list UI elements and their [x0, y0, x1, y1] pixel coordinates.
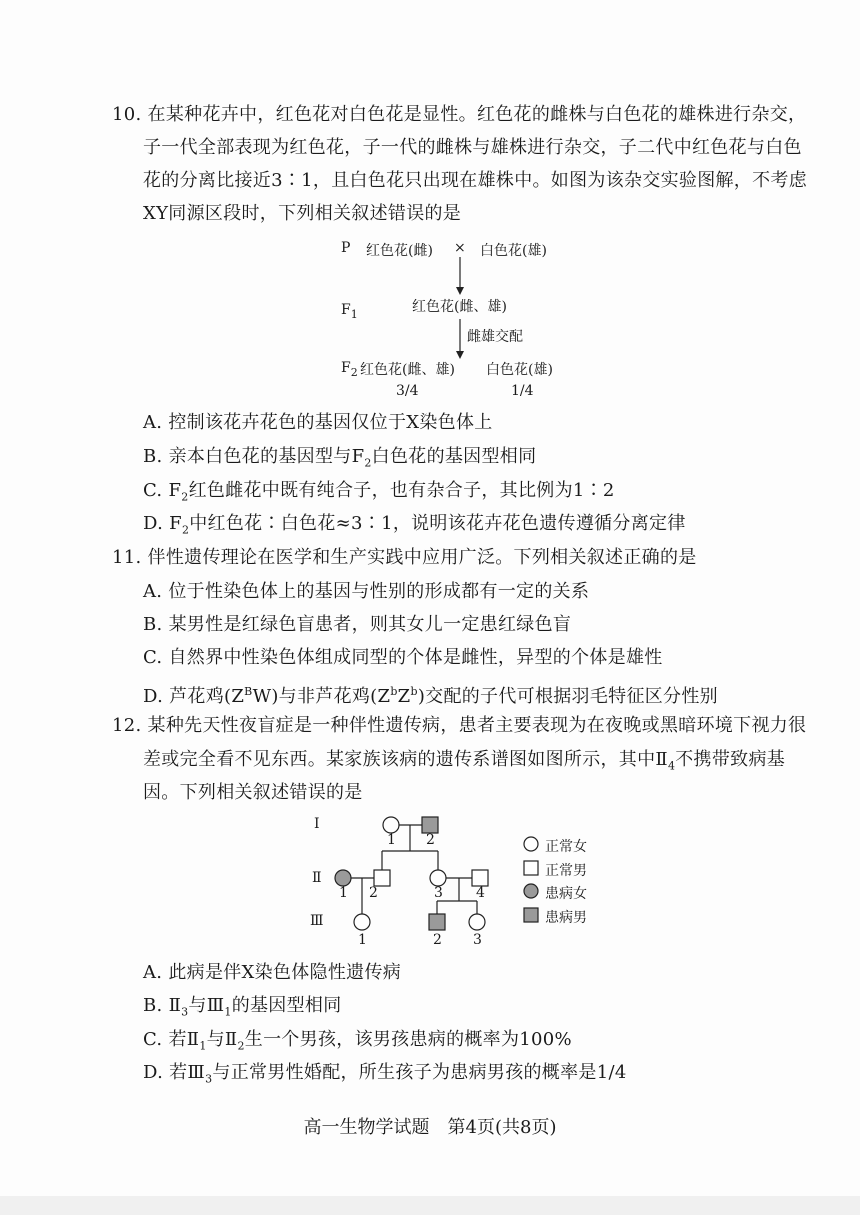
legend-normal-male-icon [524, 861, 538, 875]
q11-option-d: D. 芦花鸡$(Z^BW)$与非芦花鸡$(Z^bZ^b)$交配的子代可根据羽毛特征区分性别 [143, 685, 718, 707]
legend-affected-male: 患病男 [545, 910, 587, 926]
p-male: 白色花(雄) [480, 243, 547, 259]
mating-label: 雌雄交配 [467, 329, 523, 345]
ratio-white: 1/4 [511, 383, 534, 399]
f1-text: 红色花(雌、雄) [412, 299, 507, 315]
num-II2: 2 [369, 885, 378, 901]
q10-option-c: C. $F_2$红色雌花中既有纯合子，也有杂合子，其比例为1∶2 [143, 480, 615, 504]
legend-affected-male-icon [524, 908, 538, 922]
bottom-strip [0, 1196, 860, 1215]
legend-normal-male: 正常男 [545, 863, 587, 879]
legend-normal-female-icon [524, 837, 538, 851]
q12-option-a: A. 此病是伴X染色体隐性遗传病 [143, 962, 402, 983]
q10-stem-line-4: XY同源区段时，下列相关叙述错误的是 [143, 203, 462, 224]
generation-III: Ⅲ [310, 913, 324, 929]
q10-option-d: D. $F_2$中红色花∶白色花≈3∶1，说明该花卉花色遗传遵循分离定律 [143, 513, 686, 537]
f2-white: 白色花(雄) [486, 362, 553, 378]
num-III2: 2 [433, 932, 442, 948]
q10-option-a: A. 控制该花卉花色的基因仅位于X染色体上 [143, 412, 493, 433]
num-III1: 1 [358, 932, 367, 948]
generation-I: Ⅰ [314, 816, 320, 832]
num-III3: 3 [473, 932, 482, 948]
q10-stem-line-3: 花的分离比接近3∶1，且白色花只出现在雄株中。如图为该杂交实验图解，不考虑 [143, 170, 808, 191]
num-II1: 1 [339, 885, 348, 901]
q10-option-b: B. 亲本白色花的基因型与$F_2$白色花的基因型相同 [143, 446, 537, 470]
num-I2: 2 [426, 832, 435, 848]
cross-symbol: × [454, 240, 466, 256]
pedigree-I2-affected-male [422, 817, 438, 833]
num-II3: 3 [434, 885, 443, 901]
q12-option-b: B. $Ⅱ_3$与$Ⅲ_1$的基因型相同 [143, 995, 342, 1019]
pedigree-III2-affected-male [429, 914, 445, 930]
pedigree-III1-normal-female [354, 914, 370, 930]
legend-affected-female: 患病女 [545, 886, 587, 902]
p-female: 红色花(雌) [366, 243, 433, 259]
page-footer: 高一生物学试题 第4页(共8页) [303, 1117, 557, 1138]
f2-label: $F_2$ [341, 360, 358, 379]
pedigree-II2-normal-male [374, 870, 390, 886]
q12-stem-line-1: 12. 某种先天性夜盲症是一种伴性遗传病，患者主要表现为在夜晚或黑暗环境下视力很 [112, 715, 807, 736]
q11-option-a: A. 位于性染色体上的基因与性别的形成都有一定的关系 [143, 581, 590, 602]
legend-affected-female-icon [524, 884, 538, 898]
num-II4: 4 [476, 885, 485, 901]
pedigree-II4-normal-male [472, 870, 488, 886]
pedigree-I1-normal-female [383, 817, 399, 833]
q11-option-b: B. 某男性是红绿色盲患者，则其女儿一定患红绿色盲 [143, 614, 572, 635]
generation-II: Ⅱ [312, 870, 322, 886]
pedigree-III3-normal-female [469, 914, 485, 930]
q10-stem-line-2: 子一代全部表现为红色花，子一代的雌株与雄株进行杂交，子二代中红色花与白色 [143, 137, 802, 158]
q10-stem-line-1: 10. 在某种花卉中，红色花对白色花是显性。红色花的雌株与白色花的雄株进行杂交， [112, 104, 807, 125]
f1-label: $F_1$ [341, 302, 358, 321]
pedigree-II1-affected-female [335, 870, 351, 886]
q12-stem-line-3: 因。下列相关叙述错误的是 [143, 782, 363, 803]
q11-option-c: C. 自然界中性染色体组成同型的个体是雌性，异型的个体是雄性 [143, 647, 663, 668]
ratio-red: 3/4 [396, 383, 419, 399]
q12-option-d: D. 若$Ⅲ_3$与正常男性婚配，所生孩子为患病男孩的概率是1/4 [143, 1062, 627, 1086]
num-I1: 1 [387, 832, 396, 848]
q12-option-c: C. 若$Ⅱ_1$与$Ⅱ_2$生一个男孩，该男孩患病的概率为100% [143, 1029, 572, 1053]
pedigree-II3-normal-female [430, 870, 446, 886]
f2-red: 红色花(雌、雄) [360, 362, 455, 378]
q11-stem: 11. 伴性遗传理论在医学和生产实践中应用广泛。下列相关叙述正确的是 [112, 547, 697, 568]
legend-normal-female: 正常女 [545, 839, 587, 855]
p-label: P [341, 240, 351, 256]
q12-stem-line-2: 差或完全看不见东西。某家族该病的遗传系谱图如图所示，其中$Ⅱ_4$不携带致病基 [143, 749, 786, 773]
